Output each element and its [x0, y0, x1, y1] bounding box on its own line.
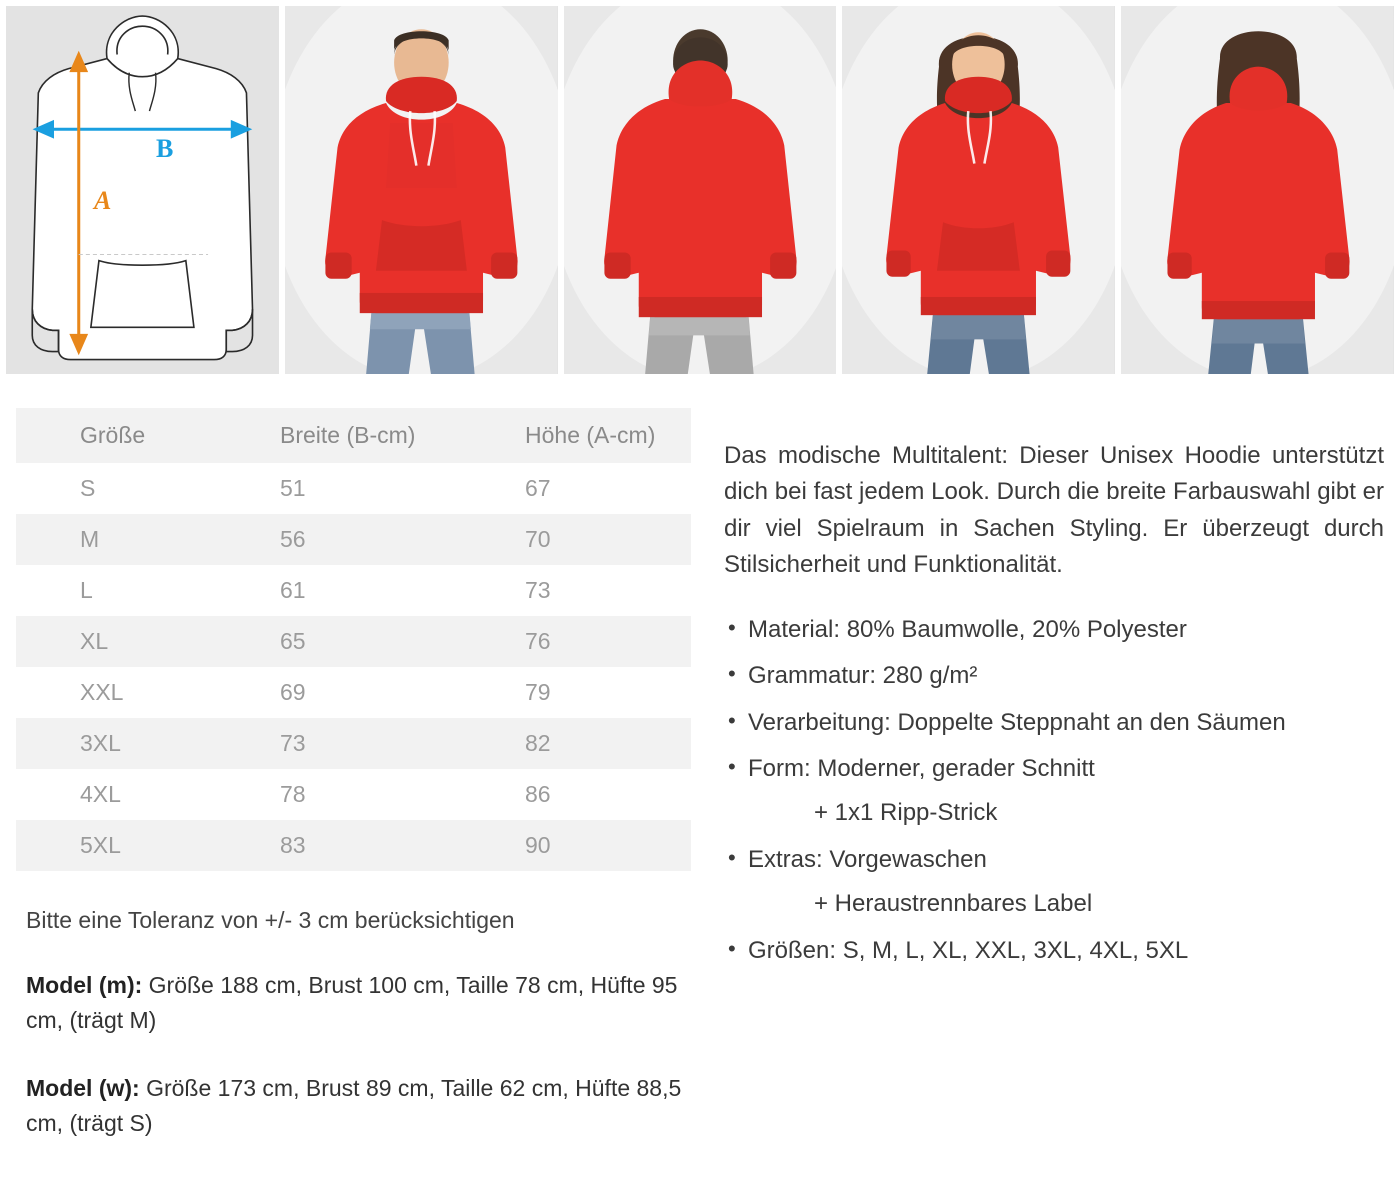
- model-male-label: Model (m):: [26, 972, 143, 998]
- model-male-text: Größe 188 cm, Brust 100 cm, Taille 78 cm, Hüfte 95 cm, (trägt M): [26, 972, 678, 1033]
- feature-subtext: + Heraustrennbares Label: [814, 890, 1093, 918]
- table-row: [16, 718, 691, 769]
- cell-width: 65: [216, 616, 461, 667]
- photo-strip: [0, 0, 1400, 374]
- cell-size: 4XL: [16, 769, 216, 820]
- cell-width: 69: [216, 667, 461, 718]
- cell-size: S: [16, 463, 216, 514]
- cell-size: XXL: [16, 667, 216, 718]
- cell-height: 90: [461, 820, 691, 871]
- tolerance-note: Bitte eine Toleranz von +/- 3 cm berücksichtigen: [26, 907, 515, 933]
- cell-width: 51: [216, 463, 461, 514]
- table-row: [16, 463, 691, 514]
- feature-text: Material: 80% Baumwolle, 20% Polyester: [748, 615, 1187, 643]
- product-description: Das modische Multitalent: Dieser Unisex Hoodie unterstützt dich bei fast jedem Look. Durch die breite Farbauswahl gibt er dir viel Spielraum in Sachen Styling. Er überzeugt durch Stilsicherheit und Funktionalität.: [724, 442, 1384, 579]
- cell-height: 79: [461, 667, 691, 718]
- list-item: [724, 660, 1384, 692]
- table-row: [16, 616, 691, 667]
- cell-size: XL: [16, 616, 216, 667]
- cell-height: 82: [461, 718, 691, 769]
- cell-size: 5XL: [16, 820, 216, 871]
- table-row: [16, 565, 691, 616]
- cell-height: 86: [461, 769, 691, 820]
- feature-text: Form: Moderner, gerader Schnitt: [748, 755, 1095, 783]
- cell-width: 73: [216, 718, 461, 769]
- feature-text: Extras: Vorgewaschen: [748, 845, 987, 873]
- model-female-info: [26, 1071, 706, 1140]
- cell-height: 76: [461, 616, 691, 667]
- female-front-illustration: [842, 6, 1115, 374]
- list-item: [724, 707, 1384, 739]
- table-row: [16, 820, 691, 871]
- details-section: [0, 374, 1400, 1140]
- height-dimension-label: A: [94, 186, 112, 215]
- cell-size: M: [16, 514, 216, 565]
- description-column: [724, 408, 1384, 1140]
- width-dimension-label: B: [156, 134, 174, 163]
- list-item: [724, 753, 1384, 830]
- feature-list: [724, 614, 1384, 967]
- size-column: [16, 408, 706, 1140]
- cell-width: 83: [216, 820, 461, 871]
- list-item: [724, 935, 1384, 967]
- feature-text: Grammatur: 280 g/m²: [748, 662, 978, 690]
- male-model-front-photo: [285, 6, 558, 374]
- feature-subtext: + 1x1 Ripp-Strick: [814, 799, 998, 827]
- hoodie-outline-svg: [6, 6, 279, 374]
- model-female-text: Größe 173 cm, Brust 89 cm, Taille 62 cm, Hüfte 88,5 cm, (trägt S): [26, 1075, 682, 1136]
- col-header-height: Höhe (A-cm): [461, 408, 691, 463]
- male-model-back-photo: [564, 6, 837, 374]
- col-header-size: Größe: [16, 408, 216, 463]
- cell-width: 56: [216, 514, 461, 565]
- male-front-illustration: [285, 6, 558, 374]
- cell-width: 78: [216, 769, 461, 820]
- list-item: [724, 614, 1384, 646]
- cell-height: 67: [461, 463, 691, 514]
- cell-size: 3XL: [16, 718, 216, 769]
- feature-text: Verarbeitung: Doppelte Steppnaht an den Säumen: [748, 708, 1286, 736]
- size-table: [16, 408, 691, 871]
- female-model-front-photo: [842, 6, 1115, 374]
- model-female-label: Model (w):: [26, 1075, 140, 1101]
- male-back-illustration: [564, 6, 837, 374]
- cell-size: L: [16, 565, 216, 616]
- table-header-row: [16, 408, 691, 463]
- table-row: [16, 514, 691, 565]
- list-item: [724, 844, 1384, 921]
- female-model-back-photo: [1121, 6, 1394, 374]
- technical-drawing: [6, 6, 279, 374]
- table-row: [16, 667, 691, 718]
- col-header-width: Breite (B-cm): [216, 408, 461, 463]
- feature-text: Größen: S, M, L, XL, XXL, 3XL, 4XL, 5XL: [748, 936, 1189, 964]
- cell-height: 70: [461, 514, 691, 565]
- model-male-info: [26, 968, 706, 1037]
- cell-height: 73: [461, 565, 691, 616]
- table-row: [16, 769, 691, 820]
- cell-width: 61: [216, 565, 461, 616]
- female-back-illustration: [1121, 6, 1394, 374]
